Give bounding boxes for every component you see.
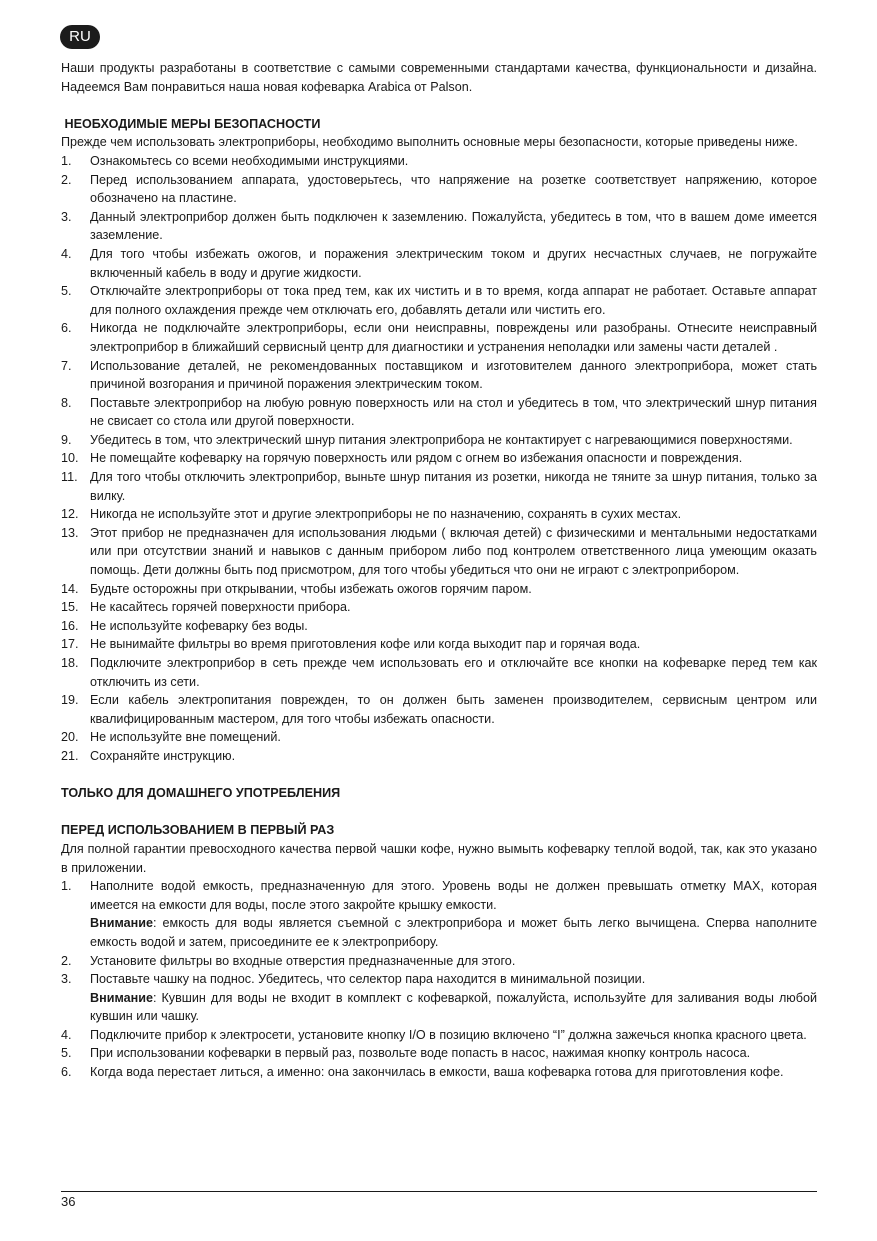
page-number: 36 — [61, 1194, 76, 1209]
first-use-heading: ПЕРЕД ИСПОЛЬЗОВАНИЕМ В ПЕРВЫЙ РАЗ — [61, 823, 335, 838]
attention-note: Внимание: емкость для воды является съемной с электроприбора и может быть легко вычищена. Сперва наполните емкость водой и затем, присоедините ее к электроприбору. — [90, 916, 817, 949]
list-item: 6. Никогда не подключайте электроприборы, если они неисправны, повреждены или разобраны. Отнесите неисправный электроприбор в ближайший сервисный центр для диагностики и устранения неполадки или замены части деталей . — [61, 321, 817, 354]
safety-lead: Прежде чем использовать электроприборы, необходимо выполнить основные меры безопасности, которые приведены ниже. — [61, 135, 798, 150]
list-item: 18. Подключите электроприбор в сеть прежде чем использовать его и отключайте все кнопки на кофеварке перед тем как отключить из сети. — [61, 656, 817, 689]
list-item: 8. Поставьте электроприбор на любую ровную поверхность или на стол и убедитесь в том, что электрический шнур питания не свисает со стола или другой поверхности. — [61, 395, 817, 429]
list-item: 7. Использование деталей, не рекомендованных поставщиком и изготовителем данного электроприбора, может стать причиной возгорания и причиной поражения электрическим током. — [61, 358, 817, 392]
safety-heading: НЕОБХОДИМЫЕ МЕРЫ БЕЗОПАСНОСТИ — [61, 116, 321, 131]
list-item: 15. Не касайтесь горячей поверхности прибора. — [61, 600, 351, 615]
footer-divider — [61, 1191, 817, 1192]
list-item: 1. Ознакомьтесь со всеми необходимыми инструкциями. — [61, 153, 409, 168]
list-item: 17. Не вынимайте фильтры во время приготовления кофе или когда выходит пар и горячая вода. — [61, 637, 641, 652]
list-item: 4. Для того чтобы избежать ожогов, и поражения электрическим током и других несчастных случаев, не погружайте включенный кабель в воду и другие жидкости. — [61, 246, 817, 280]
list-item: 4. Подключите прибор к электросети, установите кнопку I/O в позицию включено “I” должна зажечься кнопка красного цвета. — [61, 1027, 807, 1042]
first-use-lead: Для полной гарантии превосходного качества первой чашки кофе, нужно вымыть кофеварку теплой водой, так, как это указано в приложении. — [61, 841, 817, 875]
attention-note: Внимание: Кувшин для воды не входит в комплект с кофеваркой, пожалуйста, используйте для заливания воды любой кувшин или чашку. — [90, 990, 817, 1024]
intro-paragraph: Наши продукты разработаны в соответствие с самыми современными стандартами качества, функциональности и дизайна. Надеемся Вам понравиться наша новая кофеварка Arabica от Palson. — [61, 61, 817, 94]
list-item: 2. Перед использованием аппарата, удостоверьтесь, что напряжение на розетке соответствует напряжению, которое обозначено на пластине. — [61, 172, 817, 206]
list-item: 9. Убедитесь в том, что электрический шнур питания электроприбора не контактирует с нагревающимися поверхностями. — [61, 432, 793, 447]
list-item: 14. Будьте осторожны при открывании, чтобы избежать ожогов горячим паром. — [61, 581, 532, 596]
list-item: 11. Для того чтобы отключить электроприбор, выньте шнур питания из розетки, никогда не тяните за шнур питания, только за вилку. — [61, 470, 817, 503]
list-item: 19. Если кабель электропитания поврежден, то он должен быть заменен производителем, сервисным центром или квалифицированным мастером, для того чтобы избежать опасности. — [61, 693, 817, 726]
list-item: 5. При использовании кофеварки в первый раз, позвольте воде попасть в насос, нажимая кнопку контроль насоса. — [61, 1046, 751, 1061]
list-item: 2. Установите фильтры во входные отверстия предназначенные для этого. — [61, 953, 516, 968]
list-item: 16. Не используйте кофеварку без воды. — [61, 618, 308, 633]
list-item: 5. Отключайте электроприборы от тока пред тем, как их чистить и в то время, когда аппарат не работает. Оставьте аппарат для полного охлаждения прежде чем отключать его, добавлять детали или чистить его. — [61, 284, 817, 317]
list-item: 13. Этот прибор не предназначен для использования людьми ( включая детей) с физическими и ментальными недостатками или при отсутствии знаний и навыков с данным прибором либо под контролем ответственного лица умеющим оказать помощь. Дети должны быть под присмотром, для того чтобы убедиться что они не играют с электроприбором. — [61, 525, 817, 578]
document-body — [61, 59, 817, 1082]
first-use-list — [61, 877, 817, 1082]
list-item: 3. Данный электроприбор должен быть подключен к заземлению. Пожалуйста, убедитесь в том, что в вашем доме имеется заземление. — [61, 209, 817, 243]
safety-list — [61, 152, 817, 766]
list-item: 10. Не помещайте кофеварку на горячую поверхность или рядом с огнем во избежания опасности и повреждения. — [61, 451, 743, 466]
list-item: 3. Поставьте чашку на поднос. Убедитесь, что селектор пара находится в минимальной позиции. — [61, 972, 646, 987]
language-badge: RU — [60, 25, 100, 49]
list-item: 20. Не используйте вне помещений. — [61, 730, 281, 745]
list-item: 21. Сохраняйте инструкцию. — [61, 748, 236, 763]
list-item: 6. Когда вода перестает литься, а именно: она закончилась в емкости, ваша кофеварка готова для приготовления кофе. — [61, 1065, 784, 1080]
list-item: 12. Никогда не используйте этот и другие электроприборы не по назначению, сохранять в сухих местах. — [61, 507, 682, 522]
list-item: 1. Наполните водой емкость, предназначенную для этого. Уровень воды не должен превышать отметку MAX, которая имеется на емкости для воды, после этого закройте крышку емкости. — [61, 879, 817, 912]
household-heading: ТОЛЬКО ДЛЯ ДОМАШНЕГО УПОТРЕБЛЕНИЯ — [61, 786, 341, 801]
